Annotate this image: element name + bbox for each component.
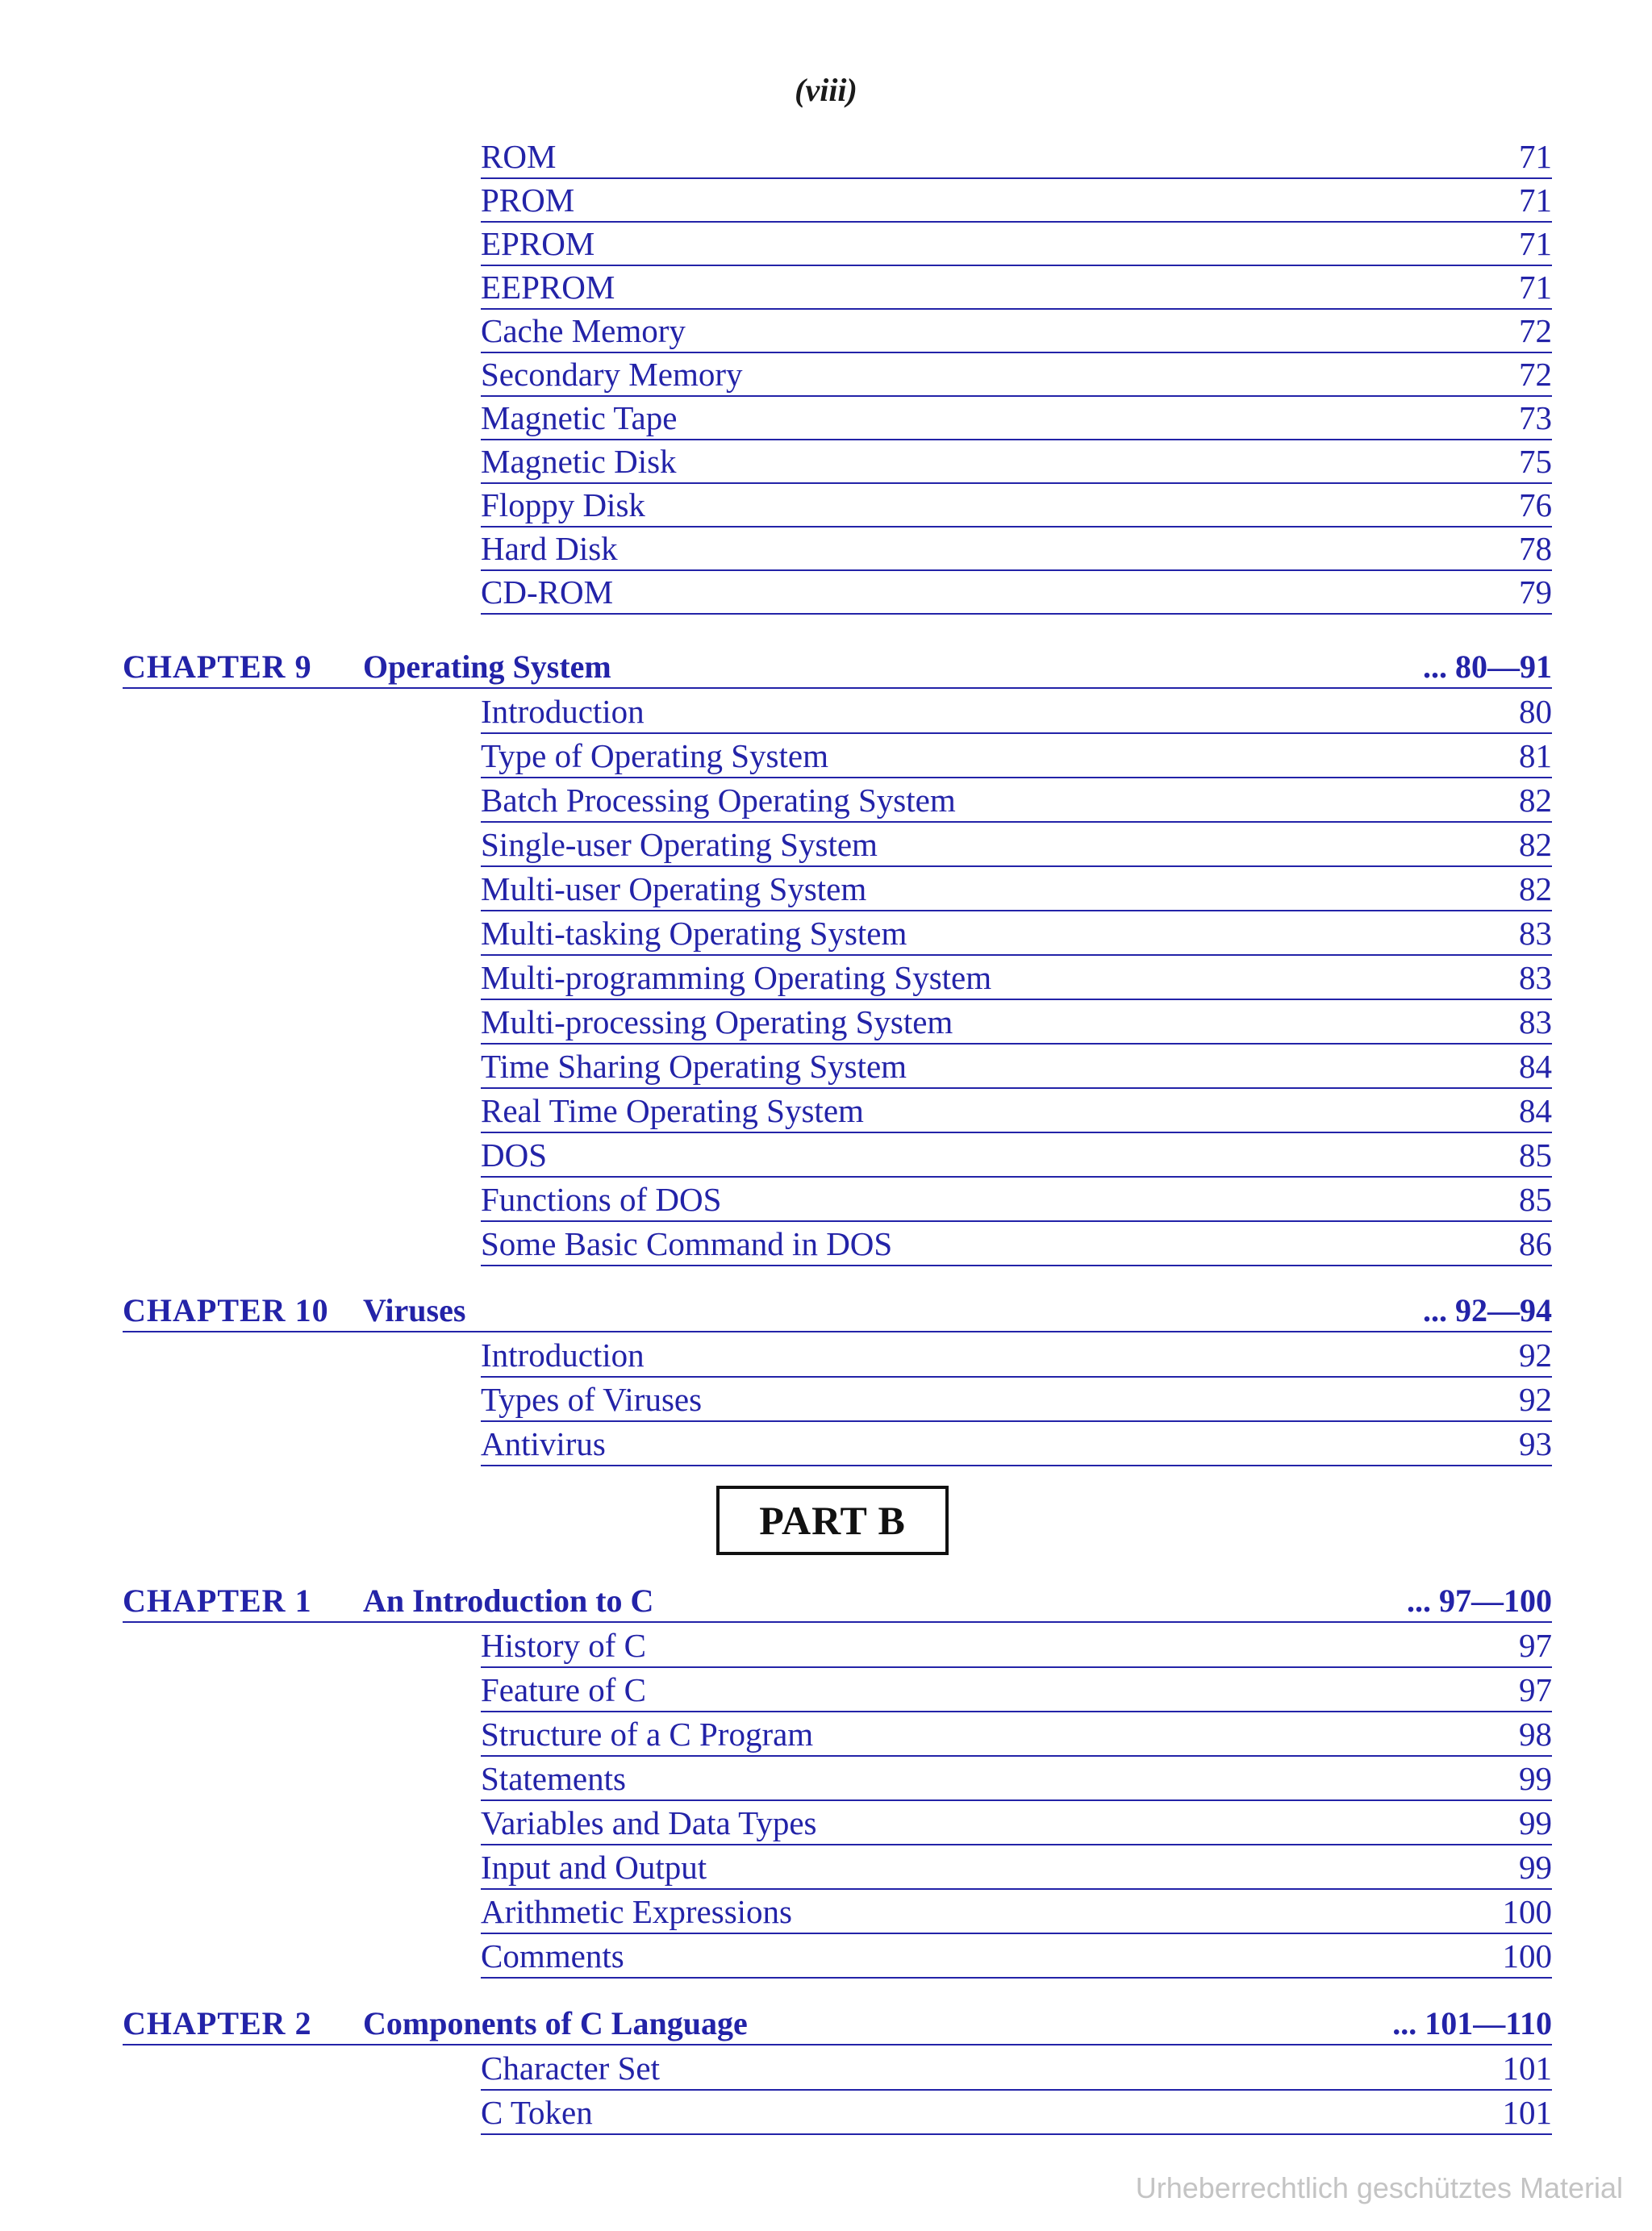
toc-entry-page: 86 — [1519, 1225, 1552, 1262]
toc-entry-page: 71 — [1519, 138, 1552, 175]
toc-entry[interactable] — [0, 868, 1652, 911]
toc-entry-page: 82 — [1519, 826, 1552, 863]
toc-entry-page: 83 — [1519, 1003, 1552, 1040]
toc-entry-rule — [481, 1977, 1552, 1979]
toc-entry[interactable] — [0, 957, 1652, 1000]
toc-entry[interactable] — [0, 1334, 1652, 1378]
toc-entry-rule — [481, 1844, 1552, 1845]
toc-entry[interactable] — [0, 912, 1652, 956]
toc-entry-title: Real Time Operating System — [481, 1092, 864, 1129]
toc-entry[interactable] — [0, 690, 1652, 734]
toc-entry-page: 72 — [1519, 356, 1552, 393]
toc-entry-page: 82 — [1519, 782, 1552, 819]
toc-entry-page: 92 — [1519, 1337, 1552, 1374]
toc-entry-page: 101 — [1502, 2094, 1552, 2131]
chapter-label: CHAPTER 10 — [123, 1292, 329, 1328]
toc-entry[interactable] — [0, 824, 1652, 867]
toc-entry[interactable] — [0, 1758, 1652, 1801]
toc-entry[interactable] — [0, 1846, 1652, 1890]
toc-entry-page: 100 — [1502, 1893, 1552, 1930]
toc-entry-rule — [481, 2089, 1552, 2091]
toc-entry[interactable] — [0, 440, 1652, 484]
toc-entry-title: PROM — [481, 181, 575, 219]
toc-entry-rule — [481, 1265, 1552, 1266]
chapter-rule — [123, 2044, 1552, 2045]
toc-entry-title: Comments — [481, 1937, 624, 1975]
chapter-page-range: ... 80—91 — [1423, 648, 1552, 685]
toc-entry-page: 84 — [1519, 1048, 1552, 1085]
chapter-heading[interactable] — [0, 645, 1652, 689]
toc-entry-rule — [481, 1087, 1552, 1089]
toc-entry-rule — [481, 613, 1552, 615]
toc-entry-rule — [481, 910, 1552, 911]
toc-entry-title: Types of Viruses — [481, 1381, 703, 1418]
toc-entry-page: 81 — [1519, 737, 1552, 774]
toc-entry-title: Some Basic Command in DOS — [481, 1225, 893, 1262]
toc-entry-title: Cache Memory — [481, 312, 686, 349]
toc-entry[interactable] — [0, 1134, 1652, 1178]
toc-entry[interactable] — [0, 223, 1652, 266]
toc-entry-rule — [481, 2133, 1552, 2135]
copyright-watermark: Urheberrechtlich geschütztes Material — [1135, 2171, 1623, 2204]
toc-entry[interactable] — [0, 484, 1652, 528]
toc-entry-page: 85 — [1519, 1181, 1552, 1218]
toc-entry[interactable] — [0, 2091, 1652, 2135]
toc-entry-title: Multi-programming Operating System — [481, 959, 992, 996]
chapter-title: Operating System — [363, 648, 611, 685]
toc-entry-page: 84 — [1519, 1092, 1552, 1129]
toc-entry-title: History of C — [481, 1627, 646, 1664]
toc-entry[interactable] — [0, 779, 1652, 823]
toc-entry-rule — [481, 1666, 1552, 1668]
toc-entry-title: Time Sharing Operating System — [481, 1048, 907, 1085]
toc-entry-title: Antivirus — [481, 1425, 606, 1462]
toc-entry-rule — [481, 1888, 1552, 1890]
toc-entry-title: Character Set — [481, 2050, 660, 2087]
toc-entry[interactable] — [0, 528, 1652, 571]
chapter-label: CHAPTER 2 — [123, 2005, 312, 2041]
toc-entry-page: 85 — [1519, 1136, 1552, 1174]
toc-entry-title: Magnetic Disk — [481, 443, 677, 480]
toc-entry-page: 83 — [1519, 915, 1552, 952]
toc-entry-title: Multi-user Operating System — [481, 870, 867, 907]
toc-entry-title: Type of Operating System — [481, 737, 828, 774]
toc-entry-title: Multi-processing Operating System — [481, 1003, 953, 1040]
toc-entry-rule — [481, 1376, 1552, 1378]
toc-entry-page: 83 — [1519, 959, 1552, 996]
toc-entry-rule — [481, 954, 1552, 956]
toc-entry-title: C Token — [481, 2094, 593, 2131]
toc-entry-rule — [481, 777, 1552, 778]
toc-entry-rule — [481, 1799, 1552, 1801]
toc-entry-page: 92 — [1519, 1381, 1552, 1418]
toc-entry-title: Variables and Data Types — [481, 1804, 817, 1841]
toc-entry[interactable] — [0, 1001, 1652, 1045]
toc-entry[interactable] — [0, 266, 1652, 310]
toc-entry[interactable] — [0, 1090, 1652, 1133]
toc-entry-title: DOS — [481, 1136, 548, 1174]
toc-entry-title: Feature of C — [481, 1671, 646, 1708]
toc-entry[interactable] — [0, 1669, 1652, 1712]
toc-entry-title: Multi-tasking Operating System — [481, 915, 907, 952]
toc-entry[interactable] — [0, 1178, 1652, 1222]
toc-entry-page: 72 — [1519, 312, 1552, 349]
chapter-page-range: ... 92—94 — [1423, 1292, 1552, 1328]
chapter-title: An Introduction to C — [363, 1583, 654, 1619]
toc-entry[interactable] — [0, 1802, 1652, 1845]
toc-entry-title: Introduction — [481, 1337, 645, 1374]
toc-entry-rule — [481, 1420, 1552, 1422]
toc-entry-rule — [481, 1711, 1552, 1712]
toc-entry[interactable] — [0, 1624, 1652, 1668]
toc-entry[interactable] — [0, 1045, 1652, 1089]
toc-entry-page: 82 — [1519, 870, 1552, 907]
toc-entry[interactable] — [0, 179, 1652, 223]
toc-entry-rule — [481, 821, 1552, 823]
toc-entry-title: Single-user Operating System — [481, 826, 878, 863]
toc-entry[interactable] — [0, 735, 1652, 778]
toc-entry-title: Statements — [481, 1760, 626, 1797]
toc-entry-title: EPROM — [481, 225, 595, 262]
chapter-label: CHAPTER 1 — [123, 1583, 312, 1619]
toc-entry-rule — [481, 1933, 1552, 1934]
toc-entry-page: 75 — [1519, 443, 1552, 480]
toc-entry-page: 71 — [1519, 181, 1552, 219]
chapter-title: Components of C Language — [363, 2005, 748, 2041]
toc-entry[interactable] — [0, 1223, 1652, 1266]
toc-entry[interactable] — [0, 1423, 1652, 1466]
toc-entry-page: 98 — [1519, 1716, 1552, 1753]
toc-entry[interactable] — [0, 1713, 1652, 1757]
toc-entry-title: Floppy Disk — [481, 486, 645, 523]
chapter-rule — [123, 1331, 1552, 1332]
toc-entry-page: 99 — [1519, 1760, 1552, 1797]
chapter-heading[interactable] — [0, 1289, 1652, 1332]
toc-entry[interactable] — [0, 353, 1652, 397]
toc-entry-page: 73 — [1519, 399, 1552, 436]
toc-entry-page: 71 — [1519, 269, 1552, 306]
toc-entry[interactable] — [0, 1378, 1652, 1422]
toc-entry-page: 100 — [1502, 1937, 1552, 1975]
toc-entry[interactable] — [0, 136, 1652, 179]
chapter-heading[interactable] — [0, 2002, 1652, 2045]
toc-entry-page: 79 — [1519, 573, 1552, 611]
toc-entry-title: Arithmetic Expressions — [481, 1893, 793, 1930]
toc-entry-page: 97 — [1519, 1627, 1552, 1664]
toc-entry-rule — [481, 1176, 1552, 1178]
toc-entry-title: CD-ROM — [481, 573, 614, 611]
toc-entry-rule — [481, 999, 1552, 1000]
toc-entry[interactable] — [0, 310, 1652, 353]
chapter-label: CHAPTER 9 — [123, 648, 312, 685]
toc-entry-title: EEPROM — [481, 269, 615, 306]
toc-entry-title: Batch Processing Operating System — [481, 782, 956, 819]
page-number: (viii) — [795, 72, 857, 108]
toc-entry-page: 99 — [1519, 1849, 1552, 1886]
toc-entry-title: Input and Output — [481, 1849, 707, 1886]
toc-entry-title: Hard Disk — [481, 530, 618, 567]
toc-entry[interactable] — [0, 397, 1652, 440]
toc-entry-page: 97 — [1519, 1671, 1552, 1708]
toc-entry-rule — [481, 1043, 1552, 1045]
toc-entry[interactable] — [0, 571, 1652, 615]
toc-entry-page: 80 — [1519, 693, 1552, 730]
toc-entry-rule — [481, 1220, 1552, 1222]
toc-entry-title: Magnetic Tape — [481, 399, 678, 436]
toc-entry-title: Functions of DOS — [481, 1181, 722, 1218]
toc-entry-rule — [481, 1465, 1552, 1466]
chapter-heading[interactable] — [0, 1579, 1652, 1623]
toc-entry-title: Structure of a C Program — [481, 1716, 814, 1753]
chapter-rule — [123, 1621, 1552, 1623]
toc-entry-page: 93 — [1519, 1425, 1552, 1462]
toc-entry-rule — [481, 865, 1552, 867]
toc-entry-title: Secondary Memory — [481, 356, 743, 393]
toc-entry-title: Introduction — [481, 693, 645, 730]
toc-entry-rule — [481, 732, 1552, 734]
toc-entry-page: 99 — [1519, 1804, 1552, 1841]
chapter-page-range: ... 101—110 — [1392, 2005, 1552, 2041]
part-heading: PART B — [716, 1486, 949, 1555]
toc-entry-page: 101 — [1502, 2050, 1552, 2087]
toc-entry[interactable] — [0, 2047, 1652, 2091]
chapter-rule — [123, 687, 1552, 689]
toc-entry[interactable] — [0, 1935, 1652, 1979]
chapter-page-range: ... 97—100 — [1407, 1583, 1552, 1619]
chapter-title: Viruses — [363, 1292, 466, 1328]
toc-entry[interactable] — [0, 1891, 1652, 1934]
toc-entry-title: ROM — [481, 138, 557, 175]
toc-entry-rule — [481, 1755, 1552, 1757]
toc-entry-page: 78 — [1519, 530, 1552, 567]
toc-entry-rule — [481, 1132, 1552, 1133]
toc-entry-page: 76 — [1519, 486, 1552, 523]
toc-entry-page: 71 — [1519, 225, 1552, 262]
